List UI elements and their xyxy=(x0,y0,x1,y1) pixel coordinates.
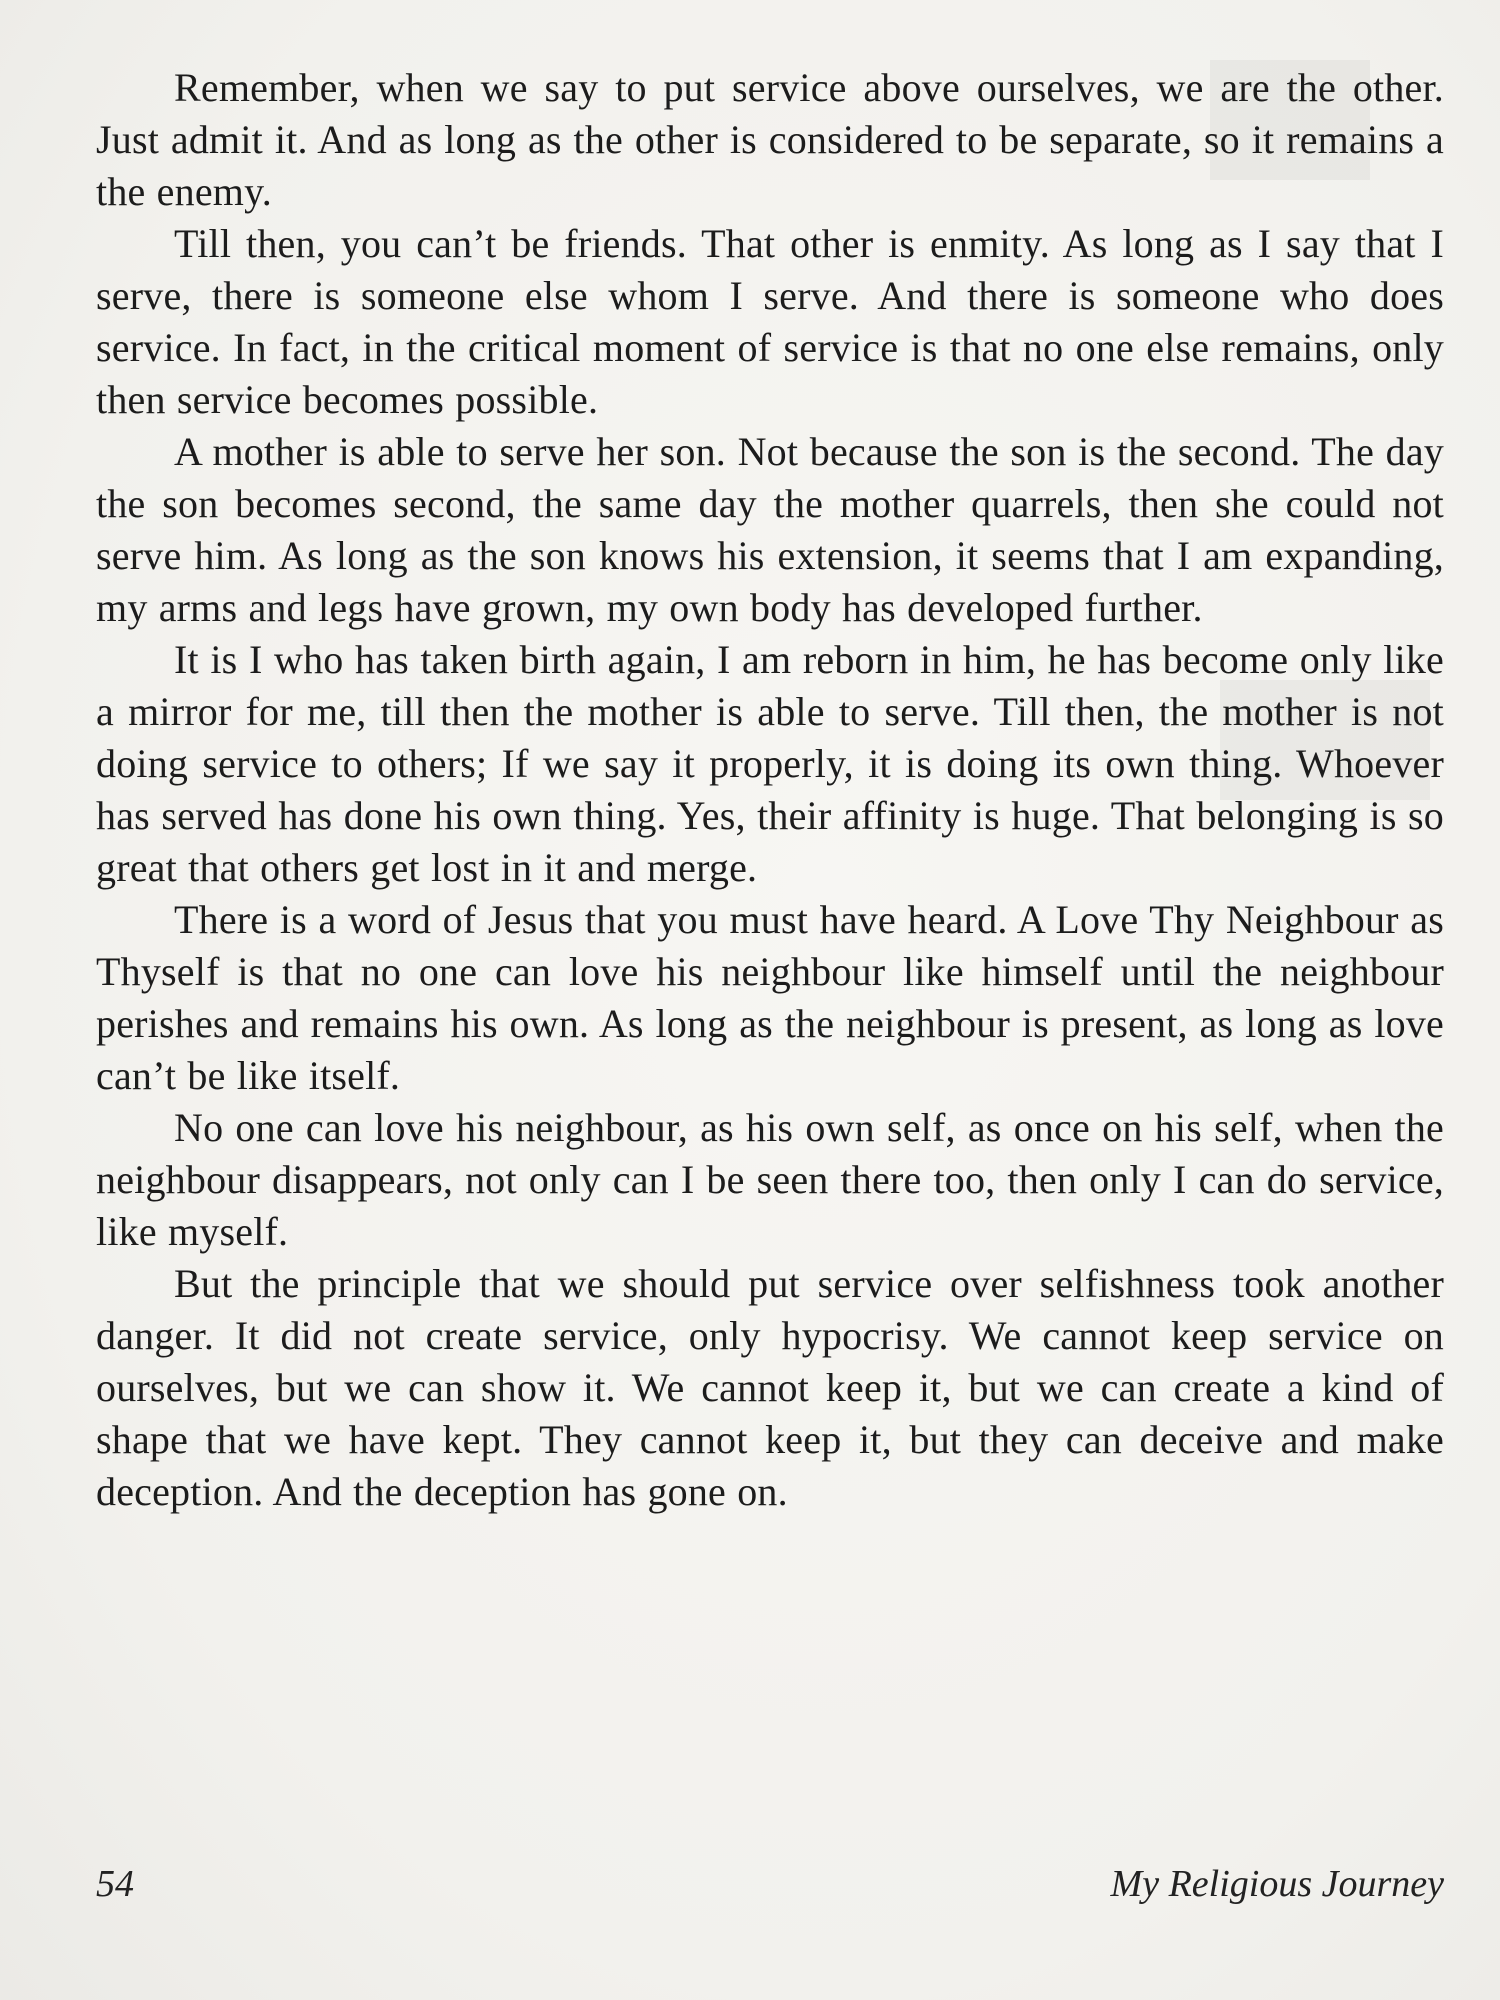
paragraph: A mother is able to serve her son. Not because the son is the second. The day the son becomes second, the same day the mother quarrels, then she could not serve him. As long as the son knows his extension, it seems that I am expanding, my arms and legs have grown, my own body has developed further. xyxy=(96,429,1444,630)
paragraph: But the principle that we should put service over selfishness took another danger. It did not create service, only hypocrisy. We cannot keep service on ourselves, but we can show it. We cannot keep it, but we can create a kind of shape that we have kept. They cannot keep it, but they can deceive and make deception. And the deception has gone on. xyxy=(96,1261,1444,1514)
paragraph: No one can love his neighbour, as his own self, as once on his self, when the neighbour disappears, not only can I be seen there too, then only I can do service, like myself. xyxy=(96,1105,1444,1254)
body-text xyxy=(96,62,1444,1518)
paragraph: Remember, when we say to put service above ourselves, we are the other. Just admit it. And as long as the other is considered to be separate, so it remains a the enemy. xyxy=(96,65,1444,214)
paragraph: Till then, you can’t be friends. That other is enmity. As long as I say that I serve, there is someone else whom I serve. And there is someone who does service. In fact, in the critical moment of service is that no one else remains, only then service becomes possible. xyxy=(96,221,1444,422)
running-title: My Religious Journey xyxy=(1110,1863,1444,1905)
page-number: 54 xyxy=(96,1863,134,1905)
paragraph: There is a word of Jesus that you must have heard. A Love Thy Neighbour as Thyself is that no one can love his neighbour like himself until the neighbour perishes and remains his own. As long as the neighbour is present, as long as love can’t be like itself. xyxy=(96,897,1444,1098)
paragraph: It is I who has taken birth again, I am reborn in him, he has become only like a mirror for me, till then the mother is able to serve. Till then, the mother is not doing service to others; If we say it properly, it is doing its own thing. Whoever has served has done his own thing. Yes, their affinity is huge. That belonging is so great that others get lost in it and merge. xyxy=(96,637,1444,890)
page-footer xyxy=(96,1858,1444,1910)
